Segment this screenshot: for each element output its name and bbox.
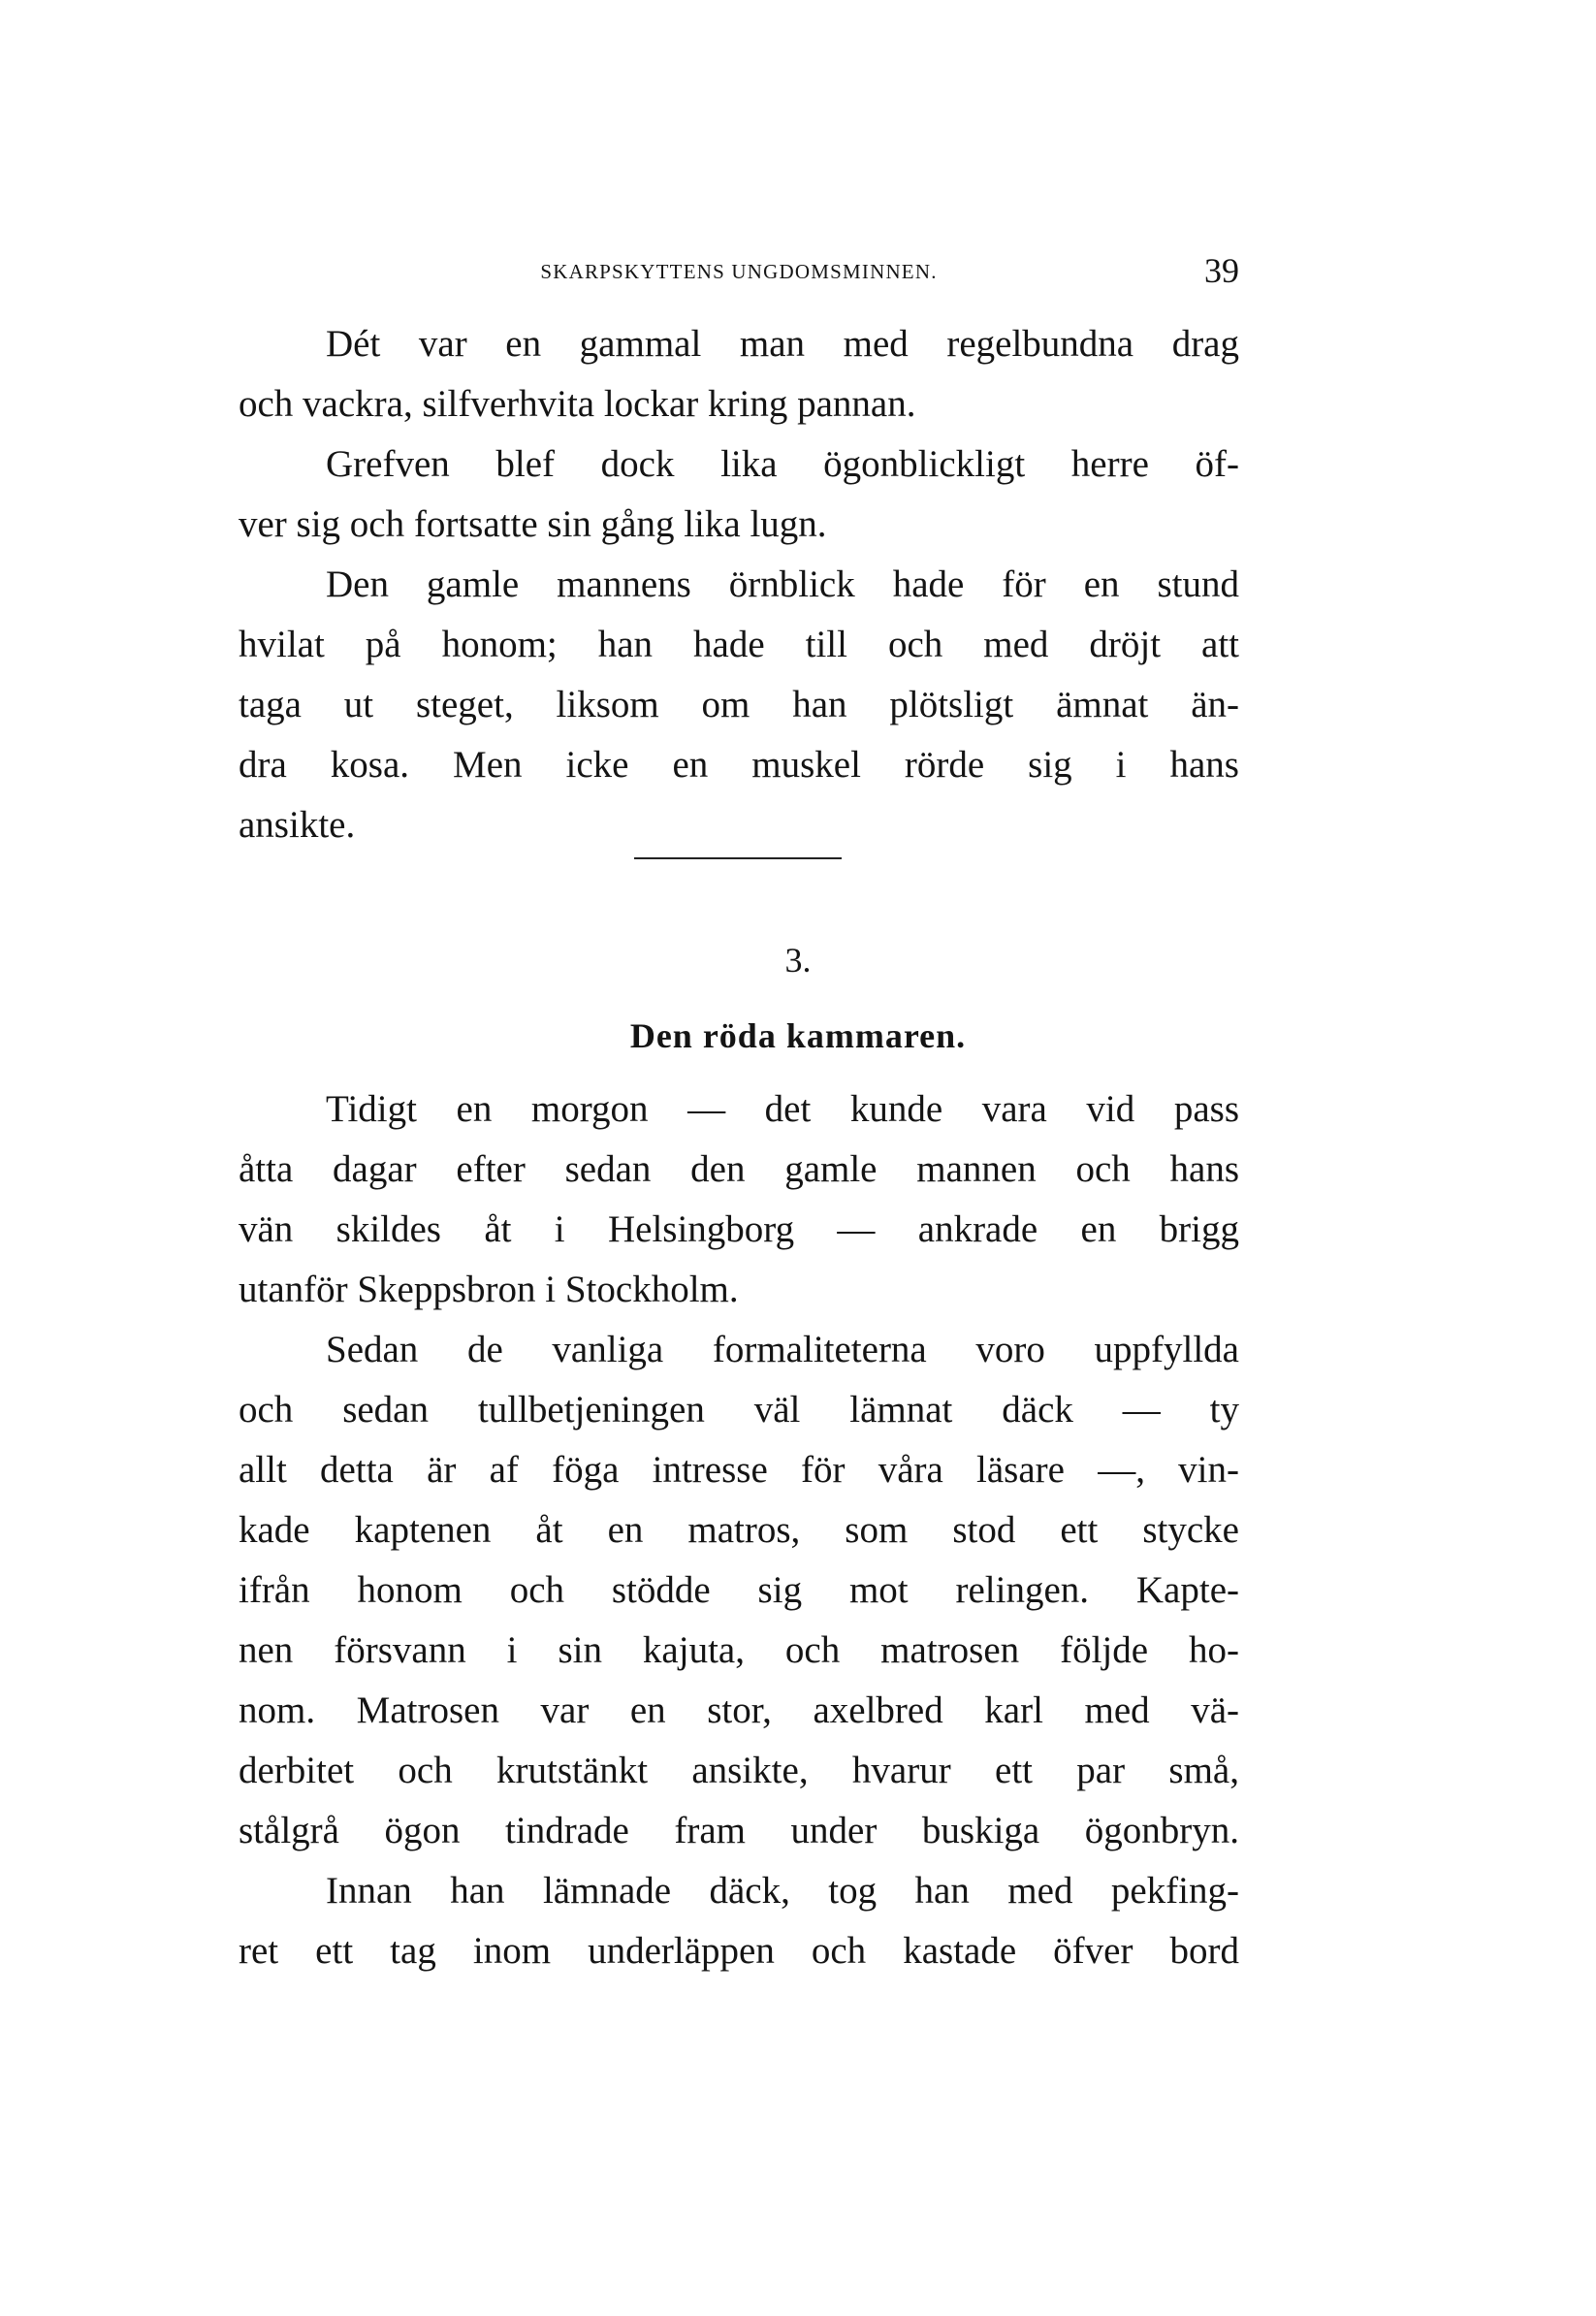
text-line: nom. Matrosen var en stor, axelbred karl med vä- xyxy=(239,1689,1239,1731)
text-line: Innan han lämnade däck, tog han med pekfing- xyxy=(326,1870,1239,1912)
section-title: Den röda kammaren. xyxy=(629,1016,967,1055)
text-line: allt detta är af föga intresse för våra läsare —, vin- xyxy=(239,1449,1239,1491)
text-line: och vackra, silfverhvita lockar kring pannan. xyxy=(239,383,916,425)
text-line: ifrån honom och stödde sig mot relingen. Kapte- xyxy=(239,1569,1239,1611)
text-line: utanför Skeppsbron i Stockholm. xyxy=(239,1269,739,1310)
text-line: Sedan de vanliga formaliteterna voro uppfyllda xyxy=(326,1329,1239,1370)
text-line: Dét var en gammal man med regelbundna drag xyxy=(326,323,1239,365)
text-line: åtta dagar efter sedan den gamle mannen och hans xyxy=(239,1148,1239,1190)
text-line: ansikte. xyxy=(239,804,356,846)
text-before-section xyxy=(239,314,1239,855)
text-line: kade kaptenen åt en matros, som stod ett stycke xyxy=(239,1509,1239,1551)
text-line: hvilat på honom; han hade till och med dröjt att xyxy=(239,624,1239,665)
text-line: dra kosa. Men icke en muskel rörde sig i hans xyxy=(239,744,1239,786)
text-line: och sedan tullbetjeningen väl lämnat däck — ty xyxy=(239,1389,1239,1431)
text-line: nen försvann i sin kajuta, och matrosen följde ho- xyxy=(239,1629,1239,1671)
text-after-section xyxy=(239,1079,1239,1981)
running-head xyxy=(239,250,1239,289)
running-title: SKARPSKYTTENS UNGDOMSMINNEN. xyxy=(540,260,938,283)
text-line: taga ut steget, liksom om han plötsligt ämnat än- xyxy=(239,684,1239,725)
text-line: Grefven blef dock lika ögonblickligt herre öf- xyxy=(326,443,1239,485)
text-line: Den gamle mannens örnblick hade för en stund xyxy=(326,563,1239,605)
section-divider xyxy=(634,857,842,859)
page-number: 39 xyxy=(1204,251,1239,290)
text-line: ret ett tag inom underläppen och kastade öfver bord xyxy=(239,1930,1239,1972)
text-line: Tidigt en morgon — det kunde vara vid pass xyxy=(326,1088,1239,1130)
text-line: stålgrå ögon tindrade fram under buskiga ögonbryn. xyxy=(239,1810,1239,1851)
section-number: 3. xyxy=(784,941,812,980)
text-line: derbitet och krutstänkt ansikte, hvarur ett par små, xyxy=(239,1750,1239,1791)
text-line: vän skildes åt i Helsingborg — ankrade en brigg xyxy=(239,1208,1239,1250)
text-line: ver sig och fortsatte sin gång lika lugn. xyxy=(239,503,827,545)
